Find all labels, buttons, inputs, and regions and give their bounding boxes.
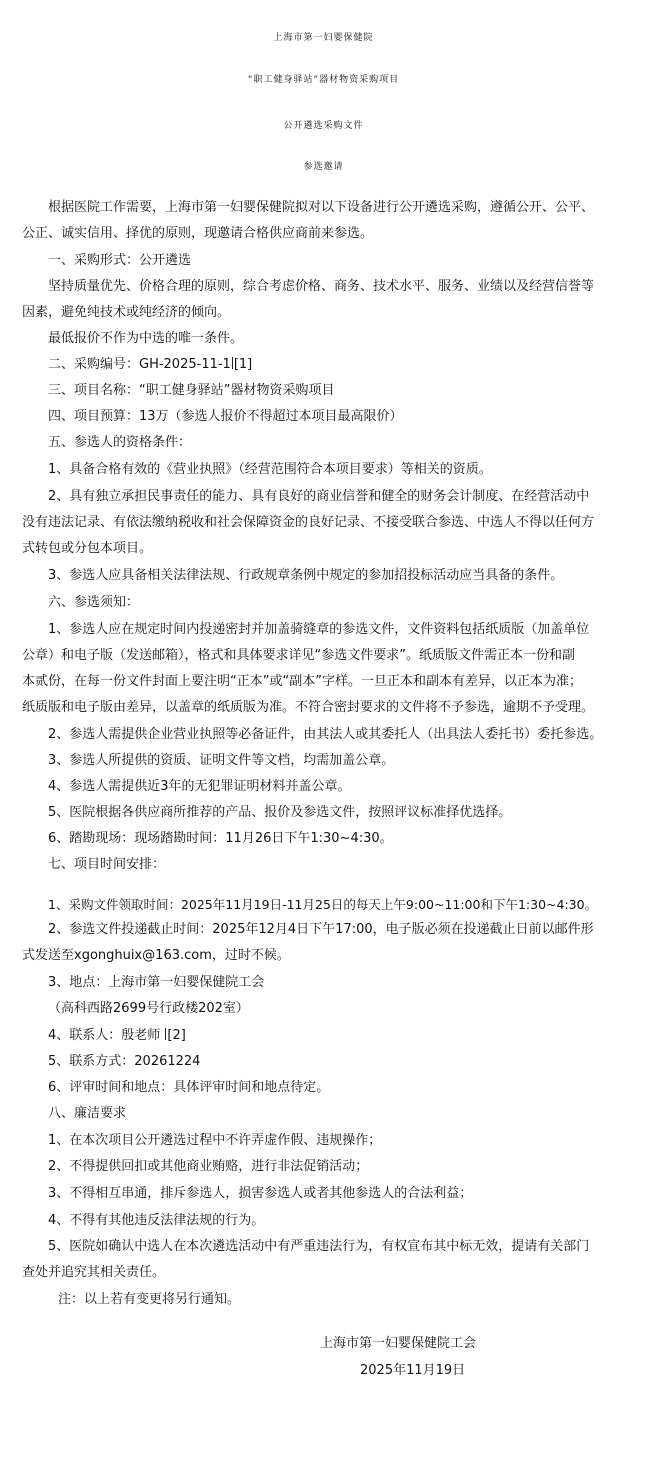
list-item: 2、参选文件投递截止时间：2025年12月4日下午17:00，电子版必须在投递截止日前以邮件形 — [48, 922, 594, 937]
list-item: 纸质版和电子版由差异，以盖章的纸质版为准。不符合密封要求的文件将不予参选，逾期不予受理。 — [22, 700, 595, 715]
contact-person: 4、联系人：殷老师 [2] — [48, 1028, 186, 1043]
section-heading: 一、采购形式：公开遴选 — [48, 253, 192, 268]
list-item: 式发送至xgonghuix@163.com，过时不候。 — [22, 948, 290, 963]
signature-org: 上海市第一妇婴保健院工会 — [320, 1336, 477, 1351]
list-item: 公章）和电子版（发送邮箱），格式和具体要求详见“参选文件要求”。纸质版文件需正本一份和副 — [22, 648, 575, 663]
list-item: （高科西路2699号行政楼202室） — [48, 1001, 249, 1016]
project-name: 三、项目名称：“职工健身驿站”器材物资采购项目 — [48, 383, 335, 398]
list-item: 式转包或分包本项目。 — [22, 541, 153, 556]
org-title: 上海市第一妇婴保健院 — [273, 33, 374, 43]
list-item: 2、具有独立承担民事责任的能力、具有良好的商业信誉和健全的财务会计制度、在经营活动中 — [48, 489, 590, 504]
list-item: 3、不得相互串通，排斥参选人，损害参选人或者其他参选人的合法利益； — [48, 1186, 473, 1201]
list-item: 2、参选人需提供企业营业执照等必备证件，由其法人或其委托人（出具法人委托书）委托参选。 — [48, 727, 603, 742]
section-heading: 七、项目时间安排： — [48, 857, 166, 872]
section-heading: 六、参选须知： — [48, 595, 140, 610]
paragraph-line: 因素，避免纯技术或纯经济的倾向。 — [22, 305, 231, 320]
project-title: “职工健身驿站”器材物资采购项目 — [247, 75, 400, 85]
list-item: 5、医院如确认中选人在本次遴选活动中有严重违法行为，有权宣布其中标无效，提请有关部门 — [48, 1239, 590, 1254]
list-item: 6、评审时间和地点：具体评审时间和地点待定。 — [48, 1080, 330, 1095]
intro-line: 公正、诚实信用、择优的原则，现邀请合格供应商前来参选。 — [22, 226, 374, 241]
section-heading: 八、廉洁要求 — [48, 1106, 127, 1121]
list-item: 1、参选人应在规定时间内投递密封并加盖骑缝章的参选文件，文件资料包括纸质版（加盖单位 — [48, 622, 590, 637]
intro-line: 根据医院工作需要，上海市第一妇婴保健院拟对以下设备进行公开遴选采购，遵循公开、公平、 — [48, 200, 595, 215]
list-item: 5、联系方式：20261224 — [48, 1054, 201, 1069]
list-item: 3、参选人应具备相关法律法规、行政规章条例中规定的参加招投标活动应当具备的条件。 — [48, 568, 564, 583]
signature-date: 2025年11月19日 — [360, 1363, 466, 1378]
doc-type-title: 公开遴选采购文件 — [283, 121, 364, 131]
list-item: 5、医院根据各供应商所推荐的产品、报价及参选文件，按照评议标准择优选择。 — [48, 805, 512, 820]
invite-title: 参选邀请 — [303, 162, 344, 172]
list-item: 6、踏勘现场：现场踏勘时间：11月26日下午1:30~4:30。 — [48, 831, 393, 846]
section-heading: 五、参选人的资格条件： — [48, 435, 192, 450]
project-budget: 四、项目预算：13万（参选人报价不得超过本项目最高限价） — [48, 409, 403, 424]
list-item: 2、不得提供回扣或其他商业贿赂，进行非法促销活动； — [48, 1159, 369, 1174]
list-item: 本贰份，在每一份文件封面上要注明“正本”或“副本”字样。一旦正本和副本有差异，以正本为准； — [22, 674, 582, 689]
list-item: 4、参选人需提供近3年的无犯罪证明材料并盖公章。 — [48, 779, 351, 794]
list-item: 3、地点：上海市第一妇婴保健院工会 — [48, 975, 265, 990]
procurement-number: 二、采购编号：GH-2025-11-1 [1] — [48, 357, 253, 372]
list-item: 1、具备合格有效的《营业执照》（经营范围符合本项目要求）等相关的资质。 — [48, 462, 492, 477]
list-item: 3、参选人所提供的资质、证明文件等文档，均需加盖公章。 — [48, 753, 395, 768]
list-item: 4、不得有其他违反法律法规的行为。 — [48, 1213, 265, 1228]
paragraph-line: 坚持质量优先、价格合理的原则，综合考虑价格、商务、技术水平、服务、业绩以及经营信誉等 — [48, 279, 595, 294]
note-line: 注：以上若有变更将另行通知。 — [58, 1292, 241, 1307]
list-item: 没有违法记录、有依法缴纳税收和社会保障资金的良好记录、不接受联合参选、中选人不得以任何方 — [22, 515, 595, 530]
list-item: 查处并追究其相关责任。 — [22, 1265, 166, 1280]
list-item: 1、在本次项目公开遴选过程中不许弄虚作假、违规操作； — [48, 1133, 382, 1148]
list-item: 1、采购文件领取时间：2025年11月19日-11月25日的每天上午9:00~11:00和下午1:30~4:30。 — [48, 897, 598, 912]
paragraph-line: 最低报价不作为中选的唯一条件。 — [48, 331, 244, 346]
